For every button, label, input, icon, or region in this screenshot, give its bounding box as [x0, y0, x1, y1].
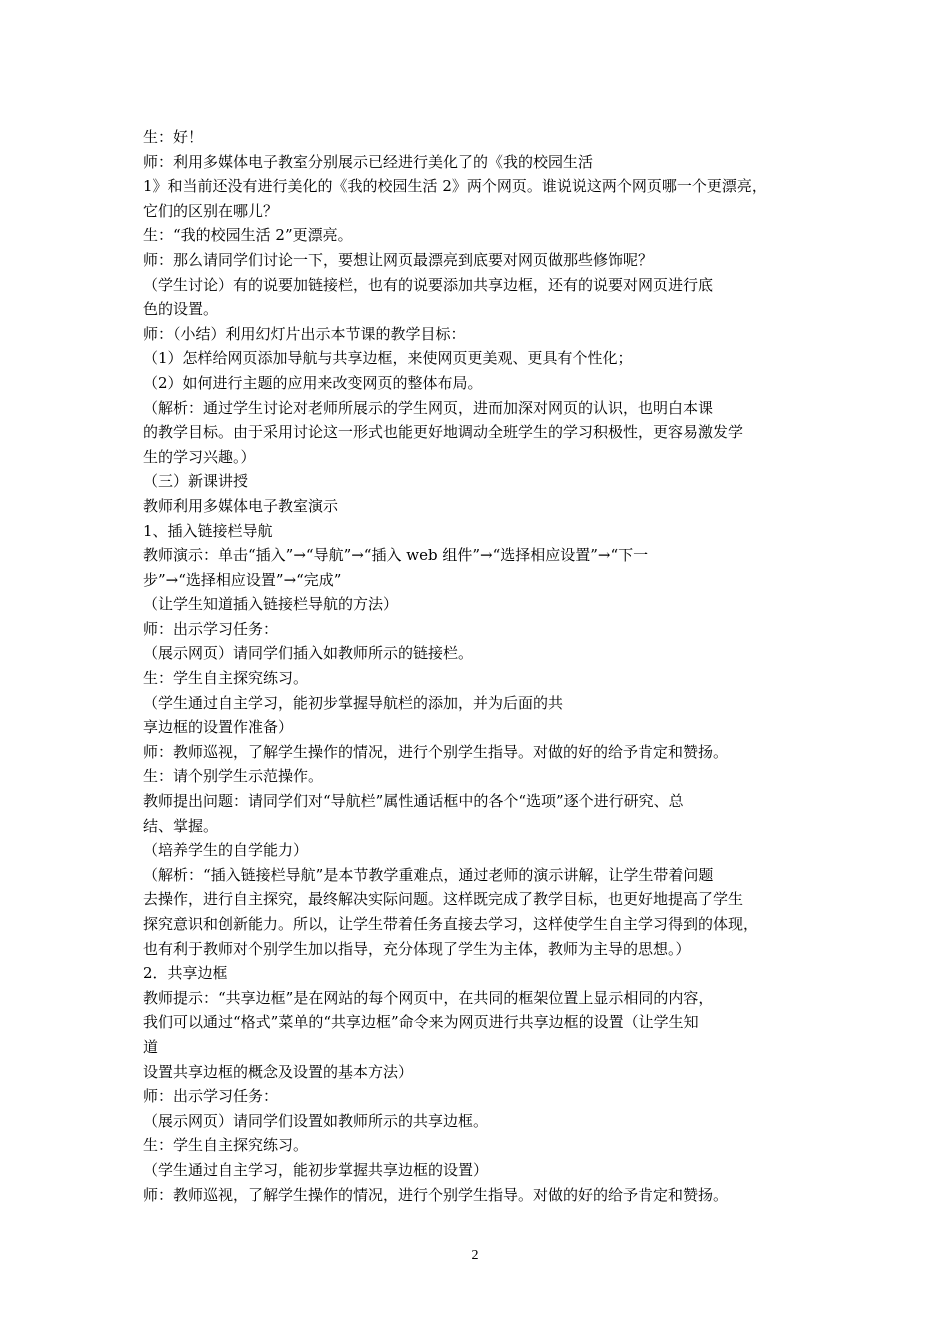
text-line: 生：好！ — [143, 128, 204, 146]
document-body — [143, 125, 815, 1207]
text-line: 师：（小结）利用幻灯片出示本节课的教学目标： — [143, 324, 466, 343]
text-line: （学生通过自主学习，能初步掌握导航栏的添加，并为后面的共 — [143, 693, 564, 712]
text-line: 生：“我的校园生活 2”更漂亮。 — [143, 226, 353, 245]
text-line: 师：教师巡视，了解学生操作的情况，进行个别学生指导。对做的好的给予肯定和赞扬。 — [143, 1185, 729, 1204]
text-line: 教师演示：单击“插入”→“导航”→“插入 web 组件”→“选择相应设置”→“下一 — [143, 546, 649, 565]
text-line: 去操作，进行自主探究，最终解决实际问题。这样既完成了教学目标，也更好地提高了学生 — [143, 890, 744, 909]
text-line: 它们的区别在哪儿？ — [143, 201, 279, 220]
text-line: 2．共享边框 — [143, 964, 228, 983]
text-line: 师：利用多媒体电子教室分别展示已经进行美化了的《我的校园生活 — [143, 152, 594, 171]
text-line: （展示网页）请同学们插入如教师所示的链接栏。 — [143, 644, 474, 663]
text-line: （解析：“插入链接栏导航”是本节教学重难点，通过老师的演示讲解，让学生带着问题 — [143, 865, 714, 884]
text-line: （三）新课讲授 — [143, 472, 249, 491]
text-line: 生：学生自主探究练习。 — [143, 669, 309, 688]
text-line: 也有利于教师对个别学生加以指导，充分体现了学生为主体，教师为主导的思想。） — [143, 939, 691, 958]
text-line: 1》和当前还没有进行美化的《我的校园生活 2》两个网页。谁说说这两个网页哪一个更漂亮， — [143, 177, 767, 196]
text-line: 设置共享边框的概念及设置的基本方法） — [143, 1062, 414, 1081]
text-line: （展示网页）请同学们设置如教师所示的共享边框。 — [143, 1111, 489, 1130]
text-line: （2）如何进行主题的应用来改变网页的整体布局。 — [143, 373, 483, 392]
text-line: 教师利用多媒体电子教室演示 — [143, 496, 339, 515]
text-line: 的教学目标。由于采用讨论这一形式也能更好地调动全班学生的学习积极性，更容易激发学 — [143, 423, 744, 442]
text-line: 步”→“选择相应设置”→“完成” — [143, 570, 342, 589]
text-line: 结、掌握。 — [143, 816, 219, 835]
text-line: 生：学生自主探究练习。 — [143, 1136, 309, 1155]
text-line: 教师提示：“共享边框”是在网站的每个网页中，在共同的框架位置上显示相同的内容， — [143, 988, 714, 1007]
text-line: 我们可以通过“格式”菜单的“共享边框”命令来为网页进行共享边框的设置（让学生知 — [143, 1013, 699, 1032]
text-line: （1）怎样给网页添加导航与共享边框，来使网页更美观、更具有个性化； — [143, 349, 633, 368]
text-line: 色的设置。 — [143, 300, 219, 319]
text-line: 师：出示学习任务： — [143, 619, 279, 638]
text-line: 师：教师巡视，了解学生操作的情况，进行个别学生指导。对做的好的给予肯定和赞扬。 — [143, 742, 729, 761]
text-line: （解析：通过学生讨论对老师所展示的学生网页，进而加深对网页的认识，也明白本课 — [143, 398, 714, 417]
text-line: 师：那么请同学们讨论一下，要想让网页最漂亮到底要对网页做那些修饰呢？ — [143, 250, 654, 269]
text-line: （学生通过自主学习，能初步掌握共享边框的设置） — [143, 1160, 489, 1179]
text-line: 生：请个别学生示范操作。 — [143, 767, 324, 786]
text-line: 道 — [143, 1037, 159, 1056]
text-line: （让学生知道插入链接栏导航的方法） — [143, 595, 399, 614]
text-line: 师：出示学习任务： — [143, 1087, 279, 1106]
text-line: 生的学习兴趣。） — [143, 447, 256, 466]
text-line: （学生讨论）有的说要加链接栏，也有的说要添加共享边框，还有的说要对网页进行底 — [143, 275, 714, 294]
text-line: 探究意识和创新能力。所以，让学生带着任务直接去学习，这样使学生自主学习得到的体现， — [143, 915, 759, 933]
text-line: （培养学生的自学能力） — [143, 841, 309, 860]
text-line: 1、插入链接栏导航 — [143, 521, 273, 540]
text-line: 教师提出问题：请同学们对“导航栏”属性通话框中的各个“选项”逐个进行研究、总 — [143, 792, 684, 811]
text-line: 享边框的设置作准备） — [143, 718, 294, 737]
page-number: 2 — [471, 1248, 479, 1263]
